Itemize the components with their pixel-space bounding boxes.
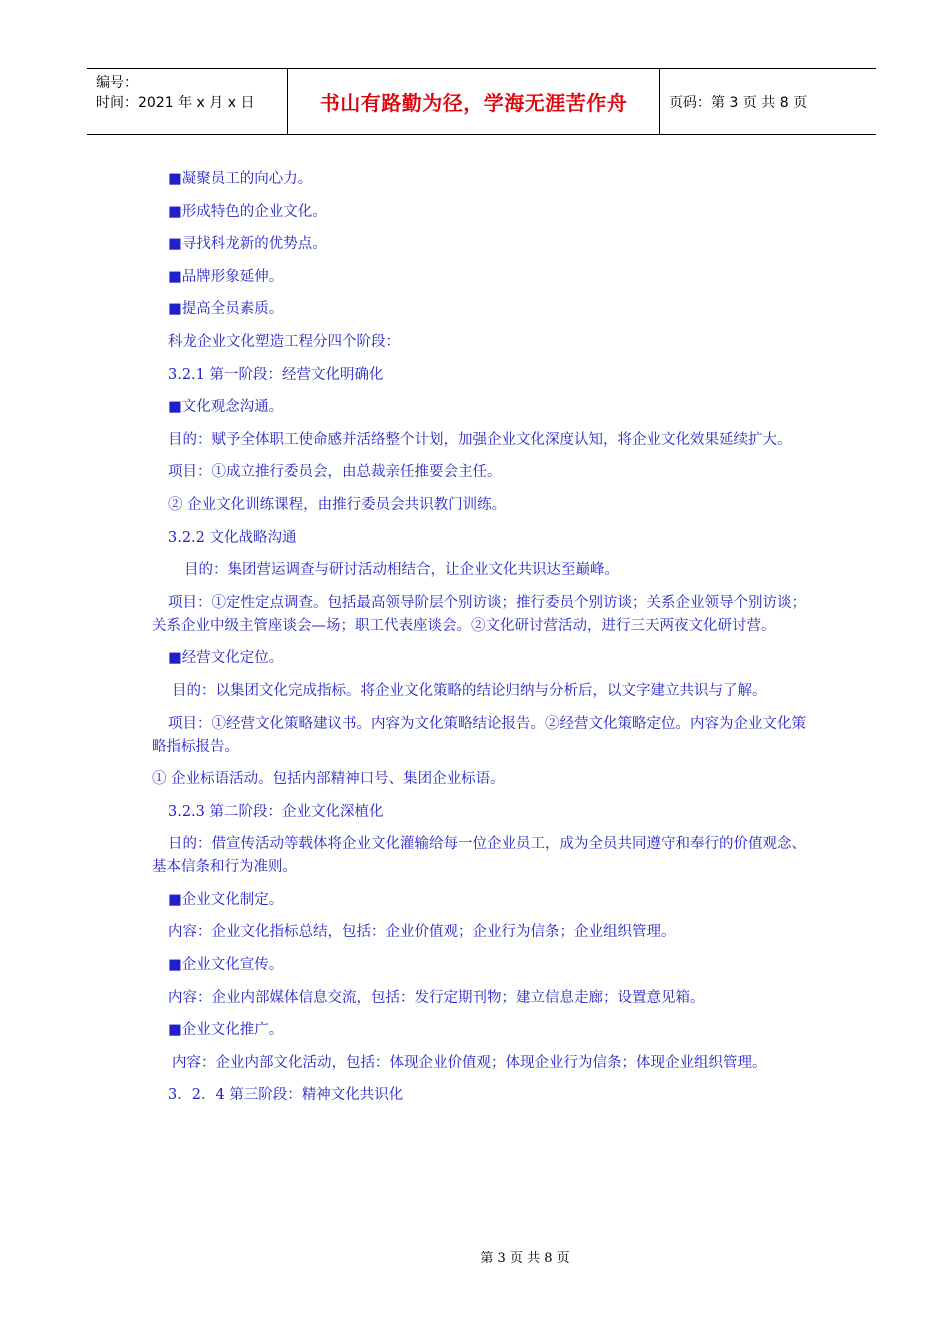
section-heading: 3.2.2 文化战略沟通 [168,529,297,546]
bullet-item: ■企业文化宣传。 [168,957,284,974]
header-meta-cell [87,69,287,134]
bullet-item: ■品牌形象延伸。 [168,268,284,285]
footer-page-number: 第 3 页 共 8 页 [480,1251,570,1266]
bullet-item: ■文化观念沟通。 [168,399,284,416]
paragraph: 项目：①成立推行委员会，由总裁亲任推要会主任。 [168,464,502,481]
bullet-item: ■寻找科龙新的优势点。 [168,236,327,253]
paragraph: 目的：以集团文化完成指标。将企业文化策略的结论归纳与分析后，以文字建立共识与了解。 [172,682,767,699]
header-time-label: 时间：2021 年 x 月 x 日 [96,95,255,111]
paragraph: 项目：①经营文化策略建议书。内容为文化策略结论报告。②经营文化策略定位。内容为企业文化策略指标报告。 [152,715,806,755]
paragraph: 目的：赋予全体职工使命感并活络整个计划，加强企业文化深度认知，将企业文化效果延续扩大。 [168,431,792,448]
section-heading: 3.2.1 第一阶段：经营文化明确化 [168,366,384,383]
paragraph: 内容：企业内部文化活动，包括：体现企业价值观；体现企业行为信条；体现企业组织管理。 [172,1054,767,1071]
header-table [87,68,876,135]
paragraph: ② 企业文化训练课程，由推行委员会共识教门训练。 [168,496,507,513]
header-page-label: 页码：第 3 页 共 8 页 [669,94,808,111]
bullet-item: ■企业文化推广。 [168,1022,284,1039]
bullet-item: ■凝聚员工的向心力。 [168,171,313,187]
section-heading: 3.2.3 第二阶段：企业文化深植化 [168,803,384,820]
paragraph: 科龙企业文化塑造工程分四个阶段： [168,333,400,350]
bullet-item: ■提高全员素质。 [168,301,284,318]
header-motto-cell [287,69,660,134]
paragraph: 项目：①定性定点调查。包括最高领导阶层个别访谈；推行委员个别访谈；关系企业领导个别访谈；关系企业中级主管座谈会—场；职工代表座谈会。②文化研讨营活动，进行三天两夜文化研讨营。 [152,594,806,634]
header-motto: 书山有路勤为径，学海无涯苦作舟 [319,91,628,115]
paragraph: 内容：企业内部媒体信息交流，包括：发行定期刊物；建立信息走廊；设置意见箱。 [168,989,705,1006]
bullet-item: ■形成特色的企业文化。 [168,203,327,220]
bullet-item: ■经营文化定位。 [168,650,284,667]
paragraph: 日的：借宣传活动等载体将企业文化灌输给每一位企业员工，成为全员共同遵守和奉行的价值观念、基本信条和行为准则。 [152,836,806,876]
paragraph: 内容：企业文化指标总结，包括：企业价值观；企业行为信条；企业组织管理。 [168,924,676,941]
bullet-item: ■企业文化制定。 [168,891,284,908]
paragraph: ① 企业标语活动。包括内部精神口号、集团企业标语。 [152,771,505,788]
header-page-cell [660,69,876,134]
document-body [152,168,812,1117]
header-number-label: 编号： [96,75,138,91]
section-heading: 3．2．4 第三阶段：精神文化共识化 [168,1087,404,1104]
page-footer [0,1247,950,1266]
paragraph: 目的：集团营运调查与研讨活动相结合，让企业文化共识达至巅峰。 [184,562,619,579]
